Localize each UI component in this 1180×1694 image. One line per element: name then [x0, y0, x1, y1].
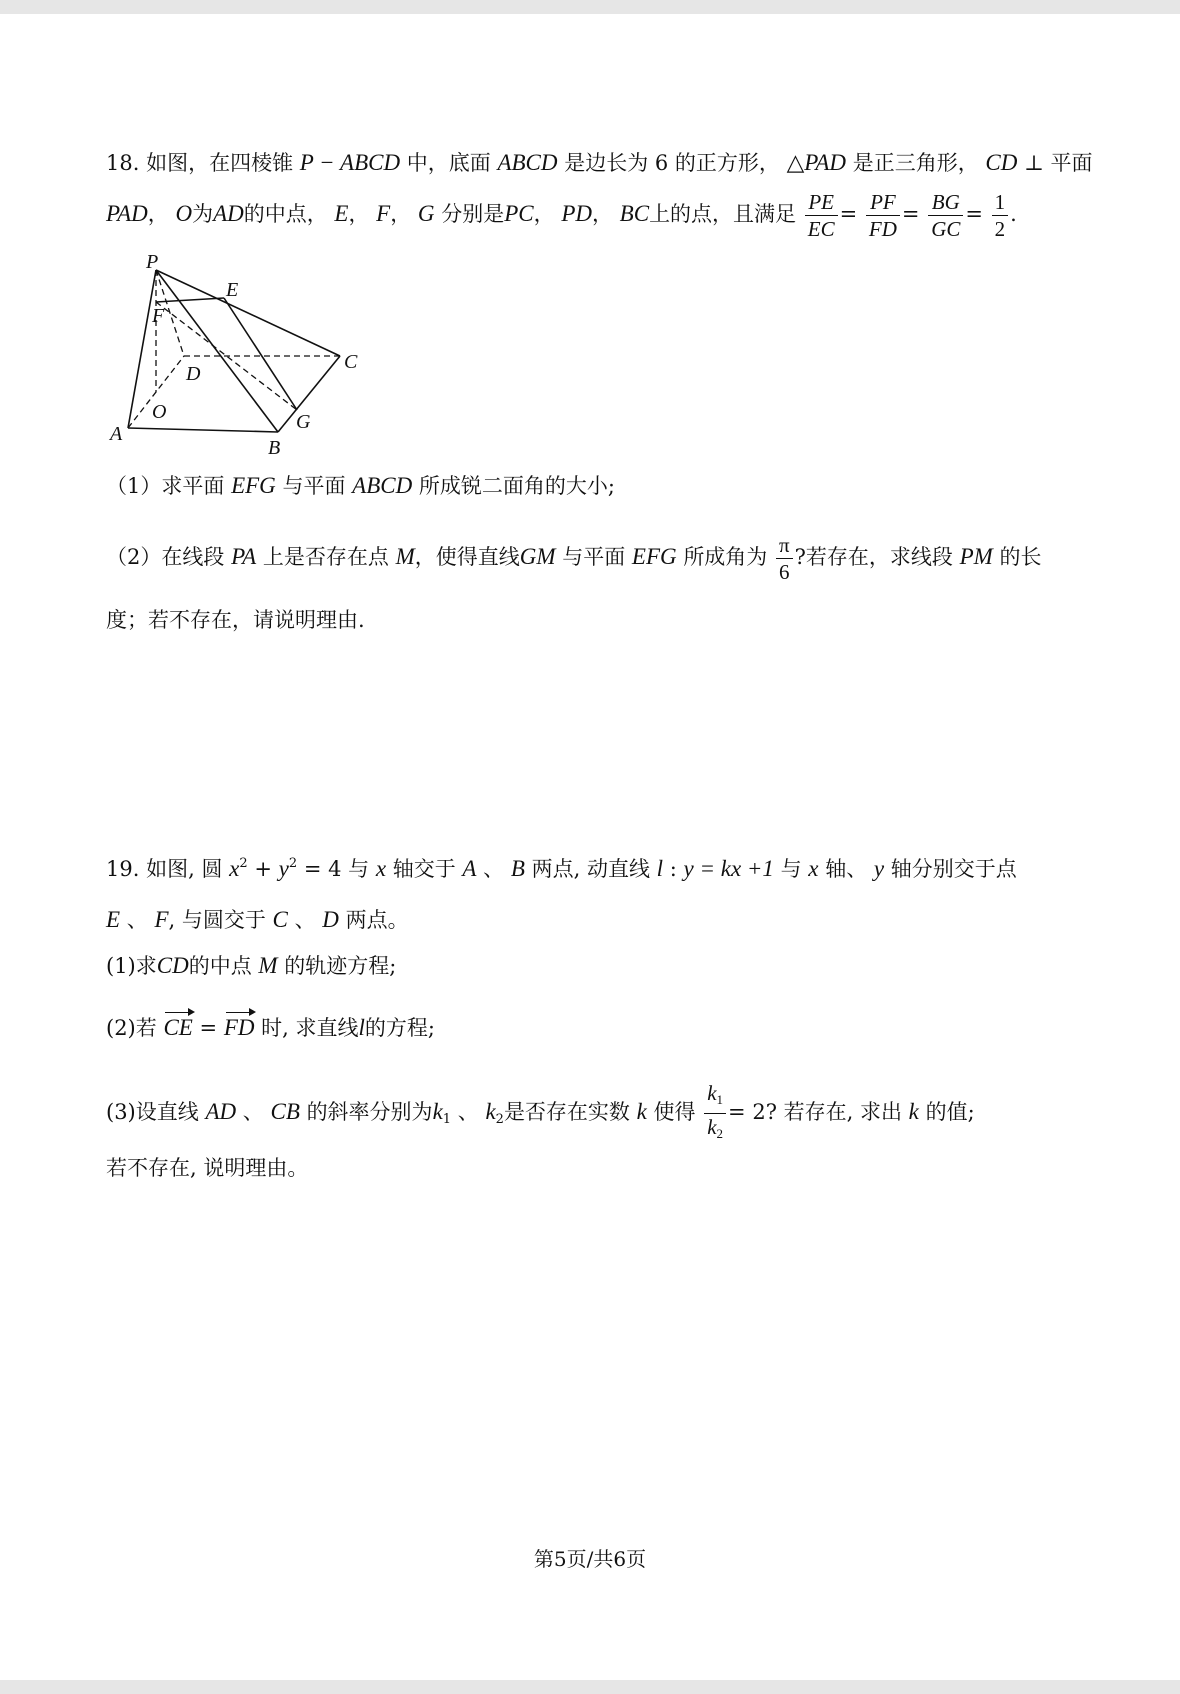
fraction-PF-FD: $\frac{PF}{FD}$: [866, 189, 900, 242]
edge-AB: [128, 428, 278, 432]
label-E: E: [226, 279, 239, 301]
q18-part-1: （1）求平面 EFG 与平面 ABCD 所成锐二面角的大小;: [106, 473, 615, 498]
q19-line-1: 19. 如图, 圆 $x^2 + y^2 = 4$ 与 x 轴交于 A 、 B 两点, 动直线 l : y = kx +1 与 x 轴、 y 轴分别交于点: [106, 856, 1017, 881]
vector-CE: CE: [163, 1008, 192, 1042]
q19-part-3-cont: 若不存在, 说明理由。: [106, 1156, 309, 1180]
q18-part-2: （2）在线段 PA 上是否存在点 M，使得直线GM 与平面 EFG 所成角为 $\frac{\pi}{6}$ ?若存在，求线段 PM 的长: [106, 533, 1042, 584]
pyramid-figure: [100, 252, 380, 462]
label-G: G: [296, 411, 311, 433]
q18-number: 18.: [106, 151, 140, 175]
label-F: F: [152, 305, 165, 327]
q19-number: 19.: [106, 857, 140, 881]
q19-line-2: E 、 F, 与圆交于 C 、 D 两点。: [106, 907, 409, 932]
vector-FD: FD: [224, 1008, 255, 1042]
page-footer: 第5页/共6页: [533, 1547, 647, 1571]
edge-PC: [156, 270, 340, 356]
label-C: C: [344, 351, 358, 373]
q18-part-2-cont: 度；若不存在，请说明理由.: [106, 608, 365, 632]
fraction-k1-k2: $\frac{k_1}{k_2}$: [704, 1080, 726, 1147]
fraction-pi-6: $\frac{\pi}{6}$: [776, 532, 793, 585]
label-B: B: [268, 437, 281, 459]
edge-EG: [224, 298, 297, 410]
fraction-PE-EC: $\frac{PE}{EC}$: [805, 189, 838, 242]
q18-line-1: 18. 如图，在四棱锥 P − ABCD 中，底面 ABCD 是边长为 6 的正方形， △PAD 是正三角形， CD ⊥ 平面: [106, 150, 1093, 175]
label-P: P: [146, 252, 159, 273]
exam-page: [0, 14, 1180, 1680]
label-D: D: [186, 363, 201, 385]
edge-PB: [156, 270, 278, 432]
q18-line-2: PAD， O为AD的中点， E， F， G 分别是PC， PD， BC上的点，且满足 $\frac{PE}{EC}$ = $\frac{PF}{FD}$ = $\frac{BG}{GC}$ = $\frac{1}{2}$ .: [106, 190, 1017, 241]
fraction-one-half: $\frac{1}{2}$: [992, 189, 1009, 242]
label-A: A: [110, 423, 123, 445]
q19-part-1: (1)求CD的中点 M 的轨迹方程;: [106, 953, 397, 978]
q19-part-3: (3)设直线 AD 、 CB 的斜率分别为$k_1$ 、 $k_2$是否存在实数 k 使得 $\frac{k_1}{k_2}$ = 2? 若存在, 求出 k 的值;: [106, 1080, 975, 1147]
q19-part-2: (2)若 CE = FD 时, 求直线l的方程;: [106, 1008, 435, 1042]
label-O: O: [152, 401, 167, 423]
fraction-BG-GC: $\frac{BG}{GC}$: [928, 189, 963, 242]
